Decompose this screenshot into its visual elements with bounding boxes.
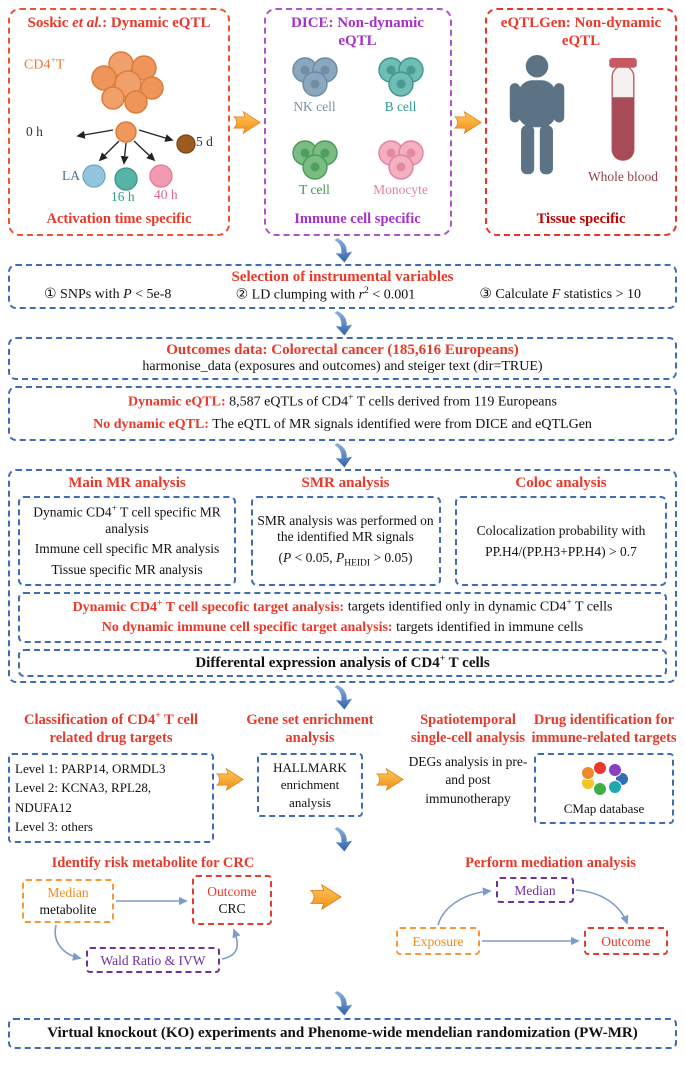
dynamic-eqtl-line bbox=[18, 391, 667, 414]
f-italic: F bbox=[551, 287, 561, 302]
wald-ratio-ivw-label: Wald Ratio & IVW bbox=[100, 952, 206, 968]
eqtlgen-panel bbox=[485, 8, 677, 236]
arrow-right-icon bbox=[453, 110, 483, 135]
selection-items bbox=[18, 286, 667, 304]
exposure-box bbox=[396, 927, 480, 955]
blood-tube-icon bbox=[608, 56, 638, 166]
sup-plus: + bbox=[155, 711, 161, 722]
text-run: ② LD clumping with bbox=[235, 287, 359, 303]
soskic-panel bbox=[8, 8, 230, 236]
eqtlgen-title: eQTLGen: Non-dynamic eQTL bbox=[500, 15, 662, 49]
text-run: ( bbox=[278, 550, 283, 566]
text-run: Dynamic CD4 bbox=[72, 599, 157, 615]
text-run: Dynamic CD4 bbox=[33, 504, 112, 520]
hallmark-box: HALLMARK enrichment analysis bbox=[257, 753, 363, 818]
analysis-box bbox=[8, 469, 677, 683]
level-1-line: Level 1: PARP14, ORMDL3 bbox=[15, 760, 166, 776]
gsea-column bbox=[246, 711, 374, 817]
time-0h-label: 0 h bbox=[26, 124, 43, 139]
text-run: T bbox=[55, 57, 65, 73]
time-la-label: LA bbox=[62, 168, 80, 183]
mediation-outcome-label: Outcome bbox=[601, 933, 651, 949]
text-run: ① SNPs with bbox=[44, 287, 124, 302]
sup-plus: + bbox=[50, 56, 56, 66]
soskic-title bbox=[16, 14, 222, 32]
outcomes-box bbox=[8, 337, 677, 380]
monocyte-item bbox=[358, 139, 444, 212]
mediator-box bbox=[496, 877, 574, 903]
arrow-down-icon bbox=[331, 826, 355, 852]
b-cell-icon bbox=[370, 56, 432, 98]
mr-line-3: Tissue specific MR analysis bbox=[51, 561, 203, 577]
coloc-line-1: Colocalization probability with bbox=[476, 522, 646, 538]
dynamic-eqtl-label: Dynamic eQTL: bbox=[128, 394, 226, 410]
selection-box bbox=[8, 264, 677, 309]
text-run: Differental expression analysis of CD4 bbox=[195, 655, 440, 672]
text-run: T cells derived from 119 Europeans bbox=[353, 394, 557, 410]
heidi-sub: HEIDI bbox=[344, 558, 371, 569]
whole-blood-illustration bbox=[493, 50, 669, 211]
eqtlgen-footer: Tissue specific bbox=[536, 211, 626, 227]
no-dynamic-eqtl-line bbox=[18, 414, 667, 436]
text-run: statistics > 10 bbox=[560, 287, 641, 302]
outcomes-subtitle: harmonise_data (exposures and outcomes) and steiger text (dir=TRUE) bbox=[142, 358, 543, 374]
arrow-down-icon bbox=[331, 237, 355, 263]
cd4-t-label bbox=[24, 56, 64, 74]
time-16h-label: 16 h bbox=[111, 189, 135, 204]
text-run: < 5e-8 bbox=[131, 287, 172, 302]
no-dynamic-target-line bbox=[23, 618, 662, 638]
mr-line-2: Immune cell specific MR analysis bbox=[34, 541, 220, 557]
median-metabolite-box bbox=[22, 879, 114, 923]
text-run: > 0.05) bbox=[370, 550, 413, 566]
sup-plus: + bbox=[439, 654, 446, 665]
b-cell-label: B cell bbox=[384, 99, 417, 114]
selection-item-2 bbox=[236, 286, 416, 304]
text-run: The eQTL of MR signals identified were from DICE and eQTLGen bbox=[208, 416, 592, 432]
level-2-line: Level 2: KCNA3, RPL28, NDUFA12 bbox=[15, 780, 152, 815]
text-run: Soskic bbox=[27, 15, 73, 31]
coloc-line-2: PP.H4/(PP.H3+PP.H4) > 0.7 bbox=[485, 543, 637, 559]
median-label: Median bbox=[47, 884, 89, 900]
p-italic: P bbox=[123, 287, 132, 302]
text-run: < 0.05, bbox=[291, 550, 336, 566]
selection-title: Selection of instrumental variables bbox=[231, 269, 454, 285]
etal-italic: et al. bbox=[72, 15, 103, 31]
mediator-label: Median bbox=[514, 882, 556, 898]
exposure-label: Exposure bbox=[412, 933, 464, 949]
target-analysis-box bbox=[18, 592, 667, 643]
level-3-line: Level 3: others bbox=[15, 819, 93, 835]
smr-text: SMR analysis was performed on the identified MR signals bbox=[257, 513, 434, 545]
outcomes-title: Outcomes data: Colorectal cancer (185,616 Europeans) bbox=[166, 341, 519, 358]
text-run: CD4 bbox=[24, 57, 51, 73]
arrow-down-icon bbox=[331, 684, 355, 710]
t-cell-icon bbox=[284, 139, 346, 181]
nk-cell-item bbox=[272, 56, 358, 129]
metabolite-label: metabolite bbox=[39, 902, 97, 918]
no-dynamic-eqtl-label: No dynamic eQTL: bbox=[93, 416, 209, 432]
arrow-right-icon bbox=[232, 110, 262, 135]
whole-blood-label: Whole blood bbox=[587, 169, 659, 184]
coloc-header: Coloc analysis bbox=[515, 475, 607, 492]
nk-cell-label: NK cell bbox=[293, 99, 336, 114]
smr-pvalues bbox=[257, 550, 435, 569]
metabolite-mediation-section bbox=[8, 855, 677, 987]
blood-tube-group bbox=[588, 54, 658, 185]
eqtl-summary-box bbox=[8, 386, 677, 441]
monocyte-label: Monocyte bbox=[373, 181, 428, 197]
text-run: 8,587 eQTLs of CD4 bbox=[225, 394, 349, 410]
p-italic: P bbox=[282, 550, 292, 566]
main-mr-box bbox=[18, 496, 236, 586]
t-cell-item bbox=[272, 139, 358, 212]
arrow-down-icon bbox=[331, 442, 355, 468]
data-sources-row bbox=[8, 8, 677, 236]
text-run: T cells bbox=[571, 599, 613, 615]
arrow-right-icon bbox=[215, 767, 245, 792]
arrow-right-icon bbox=[308, 883, 344, 911]
conclusion-box: Virtual knockout (KO) experiments and Phenome-wide mendelian randomization (PW-MR) bbox=[8, 1018, 677, 1049]
arrow-right-icon bbox=[375, 767, 405, 792]
person-icon bbox=[504, 54, 570, 178]
single-cell-column bbox=[406, 711, 530, 809]
smr-header: SMR analysis bbox=[301, 475, 390, 492]
mediation-analysis-title: Perform mediation analysis bbox=[465, 855, 636, 872]
time-5d-label: 5 d bbox=[196, 134, 213, 149]
sup-plus: + bbox=[566, 598, 572, 609]
wald-ratio-ivw-box bbox=[86, 947, 220, 973]
coloc-box bbox=[455, 496, 667, 586]
sup-plus: + bbox=[156, 598, 163, 609]
text-run: Classification of CD4 bbox=[23, 712, 156, 729]
selection-item-1 bbox=[44, 286, 171, 304]
text-run: : Dynamic eQTL bbox=[102, 15, 211, 31]
crc-label: CRC bbox=[218, 901, 246, 917]
p-italic: P bbox=[335, 550, 345, 566]
classification-column bbox=[8, 711, 214, 842]
main-mr-header: Main MR analysis bbox=[68, 475, 186, 492]
text-run: T cell specofic target analysis: bbox=[162, 599, 345, 615]
sup-plus: + bbox=[111, 504, 117, 515]
text-run: ③ Calculate bbox=[479, 287, 552, 302]
degs-text: DEGs analysis in pre- and post immunotherapy bbox=[408, 753, 528, 807]
cmap-label: CMap database bbox=[563, 800, 645, 816]
dice-footer: Immune cell specific bbox=[294, 211, 421, 227]
gsea-title: Gene set enrichment analysis bbox=[246, 712, 374, 747]
analysis-headers bbox=[18, 475, 667, 492]
drug-target-row bbox=[8, 711, 677, 835]
outcome-label: Outcome bbox=[207, 883, 257, 899]
nk-cell-icon bbox=[284, 56, 346, 98]
dynamic-target-label bbox=[73, 600, 345, 615]
soskic-footer: Activation time specific bbox=[46, 211, 192, 227]
text-run: T cell specific MR analysis bbox=[105, 504, 221, 536]
dice-title: DICE: Non-dynamic eQTL bbox=[291, 15, 424, 49]
arrow-down-icon bbox=[331, 310, 355, 336]
time-40h-label: 40 h bbox=[154, 187, 178, 202]
single-cell-title: Spatiotemporal single-cell analysis bbox=[411, 712, 525, 747]
target-levels-box bbox=[8, 753, 214, 843]
sup-plus: + bbox=[348, 392, 354, 403]
text-run: targets identified in immune cells bbox=[392, 620, 584, 636]
dice-panel bbox=[264, 8, 452, 236]
sup-2: 2 bbox=[364, 286, 369, 296]
drug-identification-column bbox=[531, 711, 677, 823]
classification-title bbox=[8, 711, 214, 747]
mediation-outcome-box bbox=[584, 927, 668, 955]
mr-line-1 bbox=[24, 504, 230, 537]
cmap-box bbox=[534, 753, 674, 824]
analysis-columns bbox=[18, 496, 667, 586]
differential-expression-box bbox=[18, 649, 667, 677]
outcome-crc-box bbox=[192, 875, 272, 925]
t-cell-label: T cell bbox=[299, 181, 330, 197]
immune-cells-grid bbox=[272, 50, 444, 211]
b-cell-item bbox=[358, 56, 444, 129]
dynamic-target-line bbox=[23, 597, 662, 618]
text-run: < 0.001 bbox=[368, 287, 416, 303]
no-dynamic-target-label: No dynamic immune cell specific target analysis: bbox=[101, 620, 393, 636]
arrow-down-icon bbox=[331, 990, 355, 1016]
cmap-circles-icon bbox=[568, 760, 640, 798]
selection-item-3 bbox=[479, 286, 641, 304]
text-run: T cells bbox=[445, 655, 490, 672]
drug-identification-title: Drug identification for immune-related targets bbox=[531, 712, 677, 747]
tcell-activation-illustration bbox=[16, 32, 222, 211]
text-run: targets identified only in dynamic CD4 bbox=[344, 599, 567, 615]
smr-box bbox=[251, 496, 441, 586]
text-run: T cell related drug targets bbox=[49, 712, 199, 747]
r-italic: r bbox=[358, 287, 365, 303]
identify-metabolite-title: Identify risk metabolite for CRC bbox=[51, 855, 255, 872]
monocyte-icon bbox=[370, 139, 432, 181]
